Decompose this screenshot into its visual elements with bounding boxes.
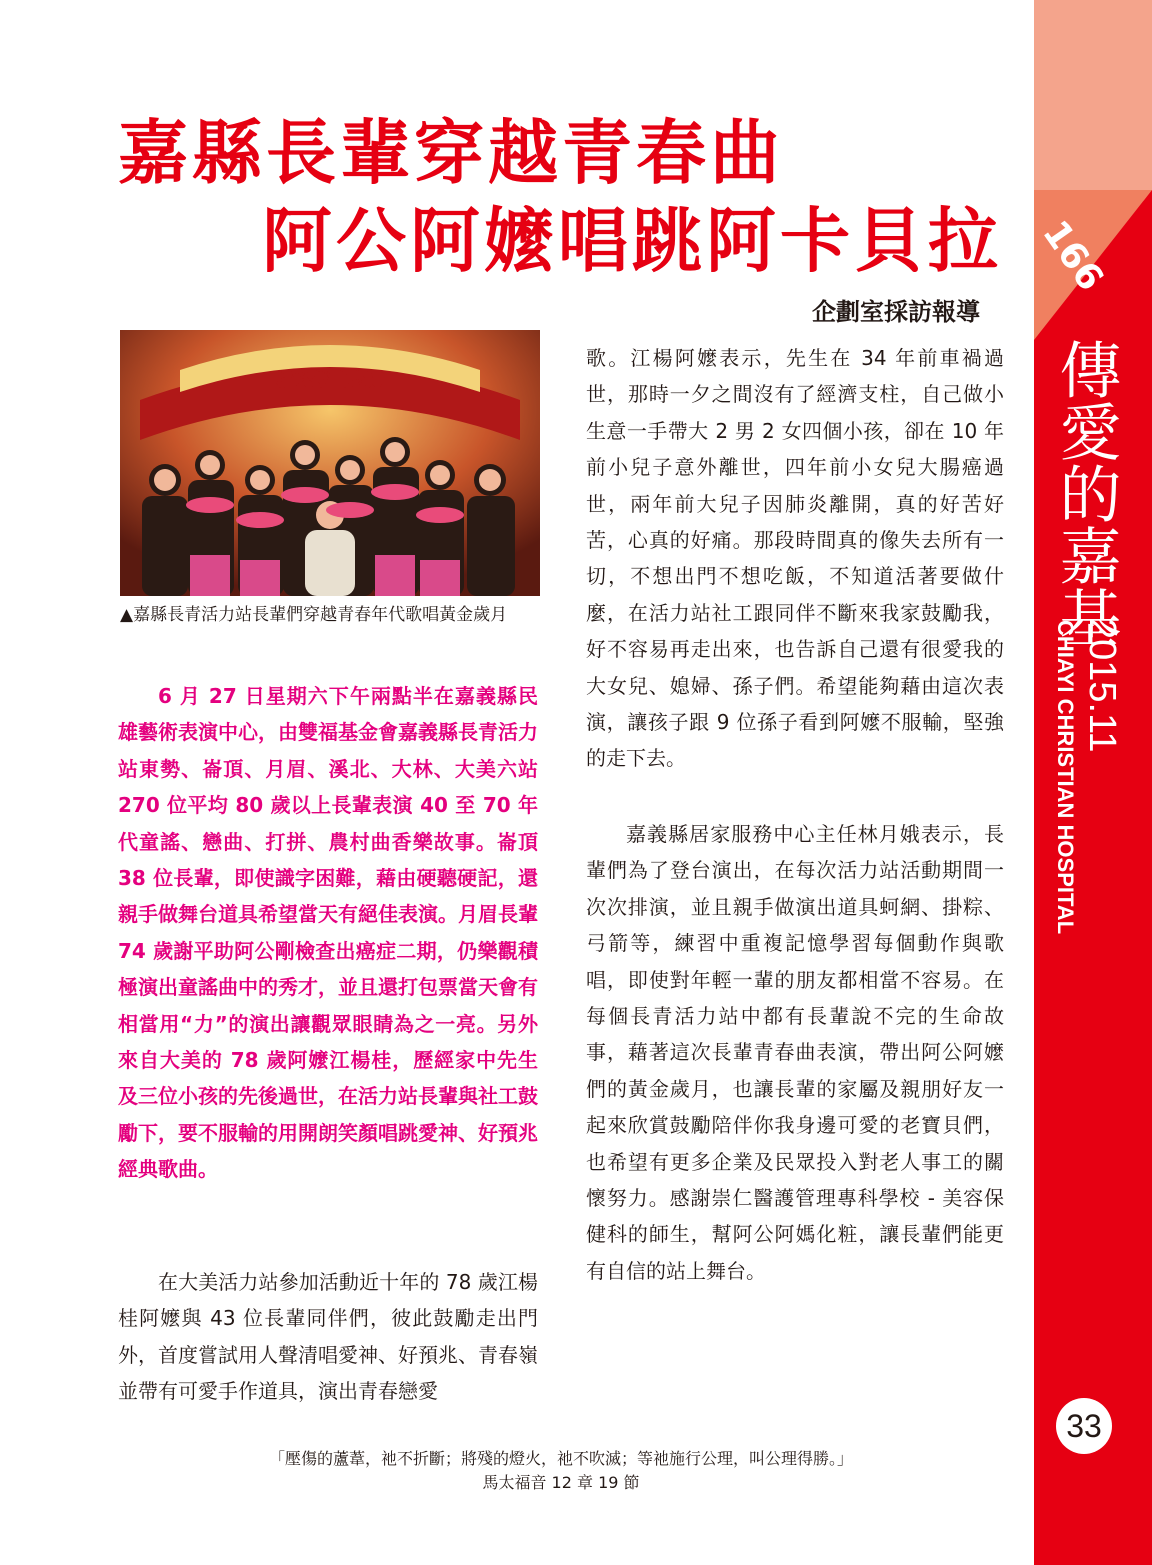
scripture-reference: 馬太福音 12 章 19 節 (482, 1473, 640, 1492)
lead-text: 6 月 27 日星期六下午兩點半在嘉義縣民雄藝術表演中心，由雙福基金會嘉義縣長青活力站東勢、崙頂、月眉、溪北、大林、大美六站 270 位平均 80 歲以上長輩表演 40 至 70 年代童謠、戀曲、打拼、農村曲香樂故事。崙頂 38 位長輩，即使識字困難，藉由硬聽硬記，還親手做舞台道具希望當天有絕佳表演。月眉長輩 74 歲謝平助阿公剛檢查出癌症二期，仍樂觀積極演出童謠曲中的秀才，並且還打包票當天會有相當用“力”的演出讓觀眾眼睛為之一亮。另外來自大美的 78 歲阿嬤江楊桂，歷經家中先生及三位小孩的先後過世，在活力站長輩與社工鼓勵下，要不服輸的用開朗笑顏唱跳愛神、好預兆經典歌曲。 (118, 684, 538, 1182)
hospital-name: CHIAYI CHRISTIAN HOSPITAL (1053, 620, 1078, 935)
magazine-title: 傳愛的嘉基 (1049, 338, 1122, 648)
photo-caption: ▲嘉縣長青活力站長輩們穿越青春年代歌唱黃金歲月 (120, 605, 508, 625)
issue-number: 166 (1034, 213, 1112, 299)
lead-paragraph (118, 678, 538, 1188)
sidebar-top-block (1034, 0, 1152, 190)
body-paragraph-3 (586, 816, 1004, 1289)
photo-banner-text: 精彩樂曲表演 (276, 370, 384, 391)
event-photo (120, 330, 540, 596)
issue-date (1082, 618, 1122, 753)
scripture-quote: 「壓傷的蘆葦，祂不折斷；將殘的燈火，祂不吹滅；等祂施行公理，叫公理得勝。」 (268, 1449, 853, 1468)
headline-line-2: 阿公阿嬤唱跳阿卡貝拉 (262, 199, 1002, 282)
page-number-badge (1056, 1398, 1112, 1454)
page-number: 33 (1066, 1407, 1102, 1444)
body-paragraph-2-continued (586, 340, 1004, 777)
footer-scripture (118, 1447, 1004, 1495)
body-paragraph-2 (118, 1264, 538, 1410)
issue-date-text: 2015.11 (1081, 618, 1123, 753)
body-paragraph-2-continued-text: 歌。江楊阿嬤表示，先生在 34 年前車禍過世，那時一夕之間沒有了經濟支柱，自己做小生意一手帶大 2 男 2 女四個小孩，卻在 10 年前小兒子意外離世，四年前小女兒大腸癌過世，兩年前大兒子因肺炎離開，真的好苦好苦，心真的好痛。那段時間真的像失去所有一切，不想出門不想吃飯，不知道活著要做什麼，在活力站社工跟同伴不斷來我家鼓勵我，好不容易再走出來，也告訴自己還有很愛我的大女兒、媳婦、孫子們。希望能夠藉由這次表演，讓孩子跟 9 位孫子看到阿嬤不服輸，堅強的走下去。 (586, 346, 1004, 771)
byline: 企劃室採訪報導 (812, 297, 980, 326)
body-paragraph-3-text: 嘉義縣居家服務中心主任林月娥表示，長輩們為了登台演出，在每次活力站活動期間一次次排演，並且親手做演出道具蚵網、掛粽、弓箭等，練習中重複記憶學習每個動作與歌唱，即使對年輕一輩的朋友都相當不容易。在每個長青活力站中都有長輩說不完的生命故事，藉著這次長輩青春曲表演，帶出阿公阿嬤們的黃金歲月，也讓長輩的家屬及親朋好友一起來欣賞鼓勵陪伴你我身邊可愛的老寶貝們，也希望有更多企業及民眾投入對老人事工的關懷努力。感謝崇仁醫護管理專科學校 - 美容保健科的師生，幫阿公阿媽化粧，讓長輩們能更有自信的站上舞台。 (586, 822, 1004, 1283)
body-paragraph-2-text: 在大美活力站參加活動近十年的 78 歲江楊桂阿嬤與 43 位長輩同伴們，彼此鼓勵走出門外，首度嘗試用人聲清唱愛神、好預兆、青春嶺並帶有可愛手作道具，演出青春戀愛 (118, 1270, 538, 1404)
event-photo-illustration (120, 330, 540, 596)
headline-line-1: 嘉縣長輩穿越青春曲 (118, 111, 784, 194)
